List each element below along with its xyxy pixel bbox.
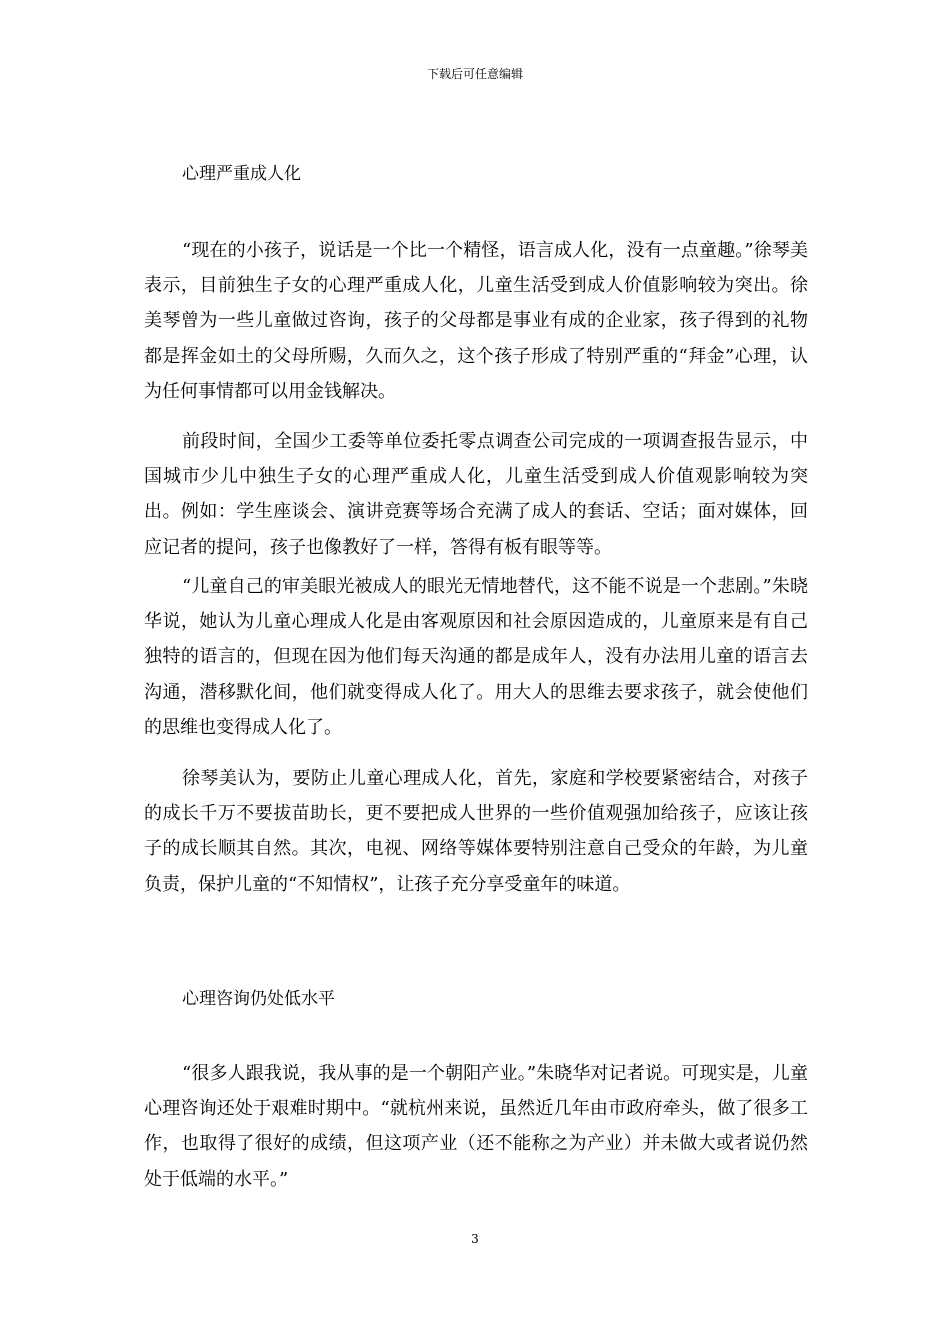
page-number: 3 — [471, 1232, 479, 1246]
section-heading: 心理严重成人化 — [182, 164, 301, 184]
page-header: 下载后可任意编辑 — [426, 67, 523, 81]
paragraph: “很多人跟我说，我从事的是一个朝阳产业。”朱晓华对记者说。可现实是，儿童心理咨询还处于艰难时期中。“就杭州来说，虽然近几年由市政府牵头，做了很多工作，也取得了很好的成绩，但这项产业（还不能称之为产业）并未做大或者说仍然处于低端的水平。” — [144, 1063, 808, 1190]
paragraph: “儿童自己的审美眼光被成人的眼光无情地替代，这不能不说是一个悲剧。”朱晓华说，她认为儿童心理成人化是由客观原因和社会原因造成的，儿童原来是有自己独特的语言的，但现在因为他们每天沟通的都是成年人，没有办法用儿童的语言去沟通，潜移默化间，他们就变得成人化了。用大人的思维去要求孩子，就会使他们的思维也变得成人化了。 — [144, 576, 808, 738]
paragraph: 徐琴美认为，要防止儿童心理成人化，首先，家庭和学校要紧密结合，对孩子的成长千万不要拔苗助长，更不要把成人世界的一些价值观强加给孩子，应该让孩子的成长顺其自然。其次，电视、网络等媒体要特别注意自己受众的年龄，为儿童负责，保护儿童的“不知情权”，让孩子充分享受童年的味道。 — [144, 768, 808, 895]
paragraph: 前段时间，全国少工委等单位委托零点调查公司完成的一项调查报告显示，中国城市少儿中独生子女的心理严重成人化，儿童生活受到成人价值观影响较为突出。例如：学生座谈会、演讲竞赛等场合充满了成人的套话、空话；面对媒体，回应记者的提问，孩子也像教好了一样，答得有板有眼等等。 — [144, 431, 808, 558]
paragraph: “现在的小孩子，说话是一个比一个精怪，语言成人化，没有一点童趣。”徐琴美表示，目前独生子女的心理严重成人化，儿童生活受到成人价值影响较为突出。徐美琴曾为一些儿童做过咨询，孩子的父母都是事业有成的企业家，孩子得到的礼物都是挥金如土的父母所赐，久而久之，这个孩子形成了特别严重的“拜金”心理，认为任何事情都可以用金钱解决。 — [144, 240, 808, 402]
section-heading: 心理咨询仍处低水平 — [182, 989, 335, 1009]
